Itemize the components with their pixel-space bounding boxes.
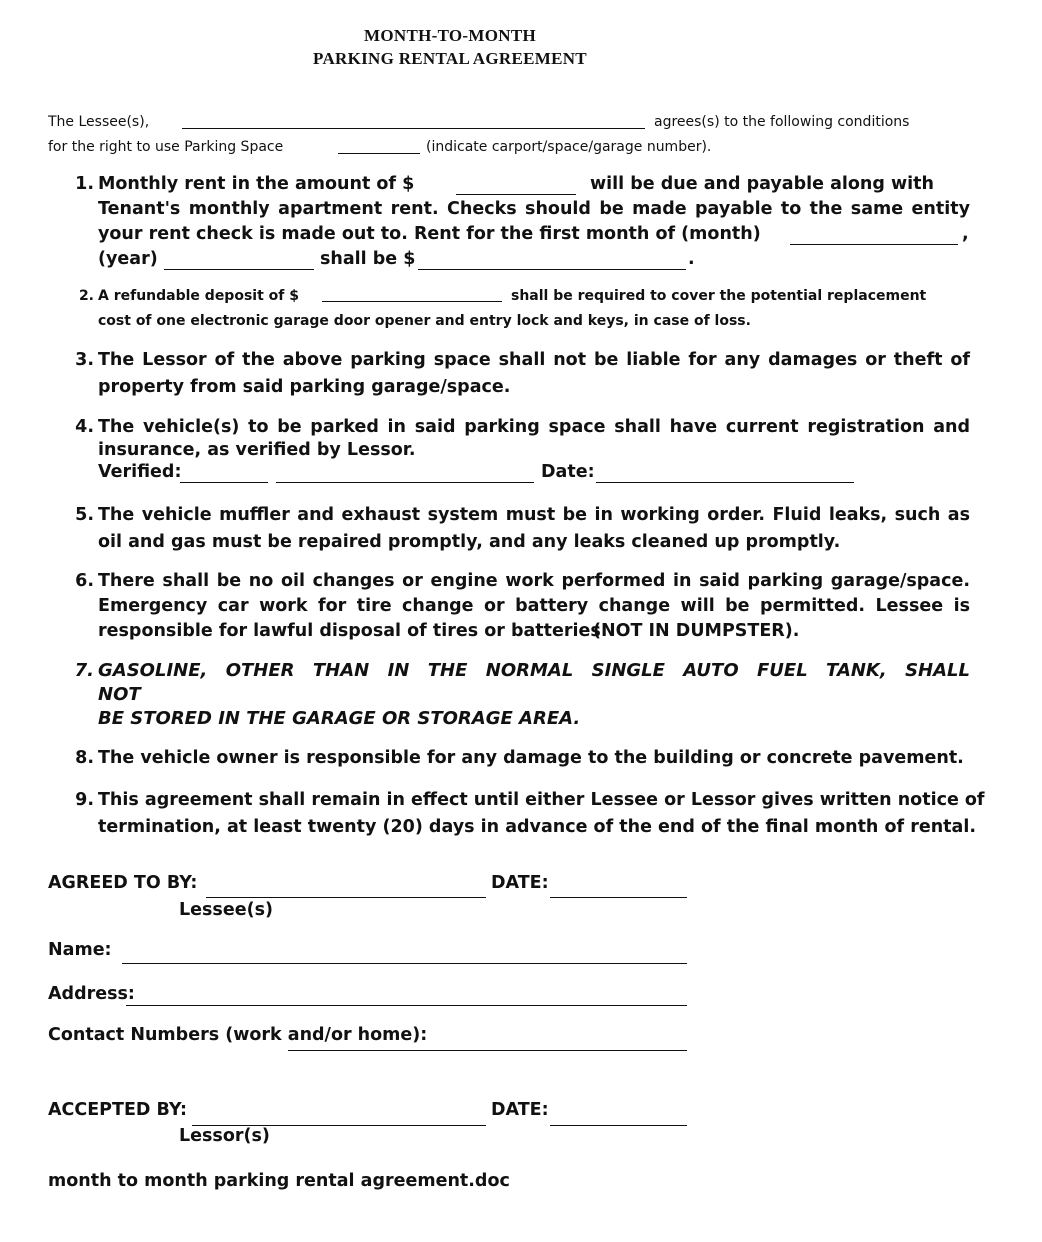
item-number-8: 8.	[75, 748, 94, 768]
first-month-field[interactable]	[790, 244, 958, 245]
name-field[interactable]	[122, 963, 687, 964]
item-3-text-b: property from said parking garage/space.	[98, 377, 511, 397]
footer-filename: month to month parking rental agreement.doc	[48, 1171, 510, 1191]
verified-date-label: Date:	[541, 462, 595, 482]
item-1-text-a: Monthly rent in the amount of $	[98, 174, 415, 194]
item-2-text-a: A refundable deposit of $	[98, 288, 299, 304]
item-1-text-b: will be due and payable along with	[590, 174, 934, 194]
agreed-date-field[interactable]	[550, 897, 687, 898]
item-2-text-c: cost of one electronic garage door opener and entry lock and keys, in case of loss.	[98, 313, 751, 329]
item-number-6: 6.	[75, 571, 94, 591]
item-1-text-e: (year)	[98, 249, 158, 269]
item-number-2: 2.	[78, 288, 94, 304]
item-4-text-a: The vehicle(s) to be parked in said parking space shall have current registration and	[98, 417, 970, 437]
item-number-1: 1.	[75, 174, 94, 194]
item-2-text-b: shall be required to cover the potential replacement	[511, 288, 927, 304]
verified-signature-field[interactable]	[276, 482, 534, 483]
item-5-text-b: oil and gas must be repaired promptly, and any leaks cleaned up promptly.	[98, 532, 841, 552]
item-9-text-a: This agreement shall remain in effect until either Lessee or Lessor gives written notice of	[98, 790, 985, 810]
item-number-7: 7.	[74, 660, 94, 681]
name-label: Name:	[48, 940, 112, 960]
agreed-date-label: DATE:	[491, 873, 549, 893]
item-6-text-d: (NOT IN DUMPSTER).	[593, 621, 800, 641]
item-3-text-a: The Lessor of the above parking space shall not be liable for any damages or theft of	[98, 350, 970, 370]
item-7-text-c: BE STORED IN THE GARAGE OR STORAGE AREA.	[98, 708, 581, 729]
accepted-by-label: ACCEPTED BY:	[48, 1100, 188, 1120]
deposit-field[interactable]	[322, 301, 502, 302]
agrees-text: agrees(s) to the following conditions	[654, 114, 910, 130]
item-4-text-b: insurance, as verified by Lessor.	[98, 440, 416, 460]
monthly-rent-field[interactable]	[456, 194, 576, 195]
item-number-9: 9.	[75, 790, 94, 810]
item-9-text-b: termination, at least twenty (20) days in advance of the end of the final month of rental.	[98, 817, 976, 837]
lessee-signature-field[interactable]	[206, 897, 486, 898]
item-7-text-b: NOT	[98, 684, 141, 705]
item-1-comma: ,	[962, 224, 969, 244]
title-line-2: PARKING RENTAL AGREEMENT	[313, 49, 587, 68]
verified-date-field[interactable]	[596, 482, 854, 483]
item-1-dot: .	[688, 249, 695, 269]
parking-space-field[interactable]	[338, 153, 420, 154]
accepted-date-label: DATE:	[491, 1100, 549, 1120]
item-6-text-a: There shall be no oil changes or engine work performed in said parking garage/space.	[98, 571, 970, 591]
agreed-to-by-label: AGREED TO BY:	[48, 873, 198, 893]
lessee-label: The Lessee(s),	[48, 114, 150, 130]
address-field[interactable]	[126, 1005, 687, 1006]
lessor-sublabel: Lessor(s)	[179, 1126, 270, 1146]
item-number-5: 5.	[75, 505, 94, 525]
item-number-4: 4.	[75, 417, 94, 437]
item-6-text-c: responsible for lawful disposal of tires or batteries	[98, 621, 601, 641]
item-number-3: 3.	[75, 350, 94, 370]
accepted-date-field[interactable]	[550, 1125, 687, 1126]
address-label: Address:	[48, 984, 135, 1004]
item-5-text-a: The vehicle muffler and exhaust system must be in working order. Fluid leaks, such as	[98, 505, 970, 525]
item-8-text-a: The vehicle owner is responsible for any damage to the building or concrete pavement.	[98, 748, 964, 768]
contact-numbers-field[interactable]	[288, 1050, 687, 1051]
verified-label: Verified:	[98, 462, 182, 482]
right-to-use-text: for the right to use Parking Space	[48, 139, 284, 155]
indicate-text: (indicate carport/space/garage number).	[426, 139, 712, 155]
lessee-name-field[interactable]	[182, 128, 645, 129]
item-1-text-c: Tenant's monthly apartment rent. Checks should be made payable to the same entity	[98, 199, 970, 219]
lessee-sublabel: Lessee(s)	[179, 900, 274, 920]
contact-numbers-label: Contact Numbers (work and/or home):	[48, 1025, 428, 1045]
verified-initials-field[interactable]	[180, 482, 268, 483]
item-6-text-b: Emergency car work for tire change or battery change will be permitted. Lessee is	[98, 596, 970, 616]
item-1-text-f: shall be $	[320, 249, 416, 269]
item-7-text-a: GASOLINE, OTHER THAN IN THE NORMAL SINGLE AUTO FUEL TANK, SHALL	[98, 660, 970, 681]
item-1-text-d: your rent check is made out to. Rent for the first month of (month)	[98, 224, 761, 244]
title-line-1: MONTH-TO-MONTH	[364, 26, 536, 45]
year-field[interactable]	[164, 269, 314, 270]
first-month-amount-field[interactable]	[418, 269, 686, 270]
